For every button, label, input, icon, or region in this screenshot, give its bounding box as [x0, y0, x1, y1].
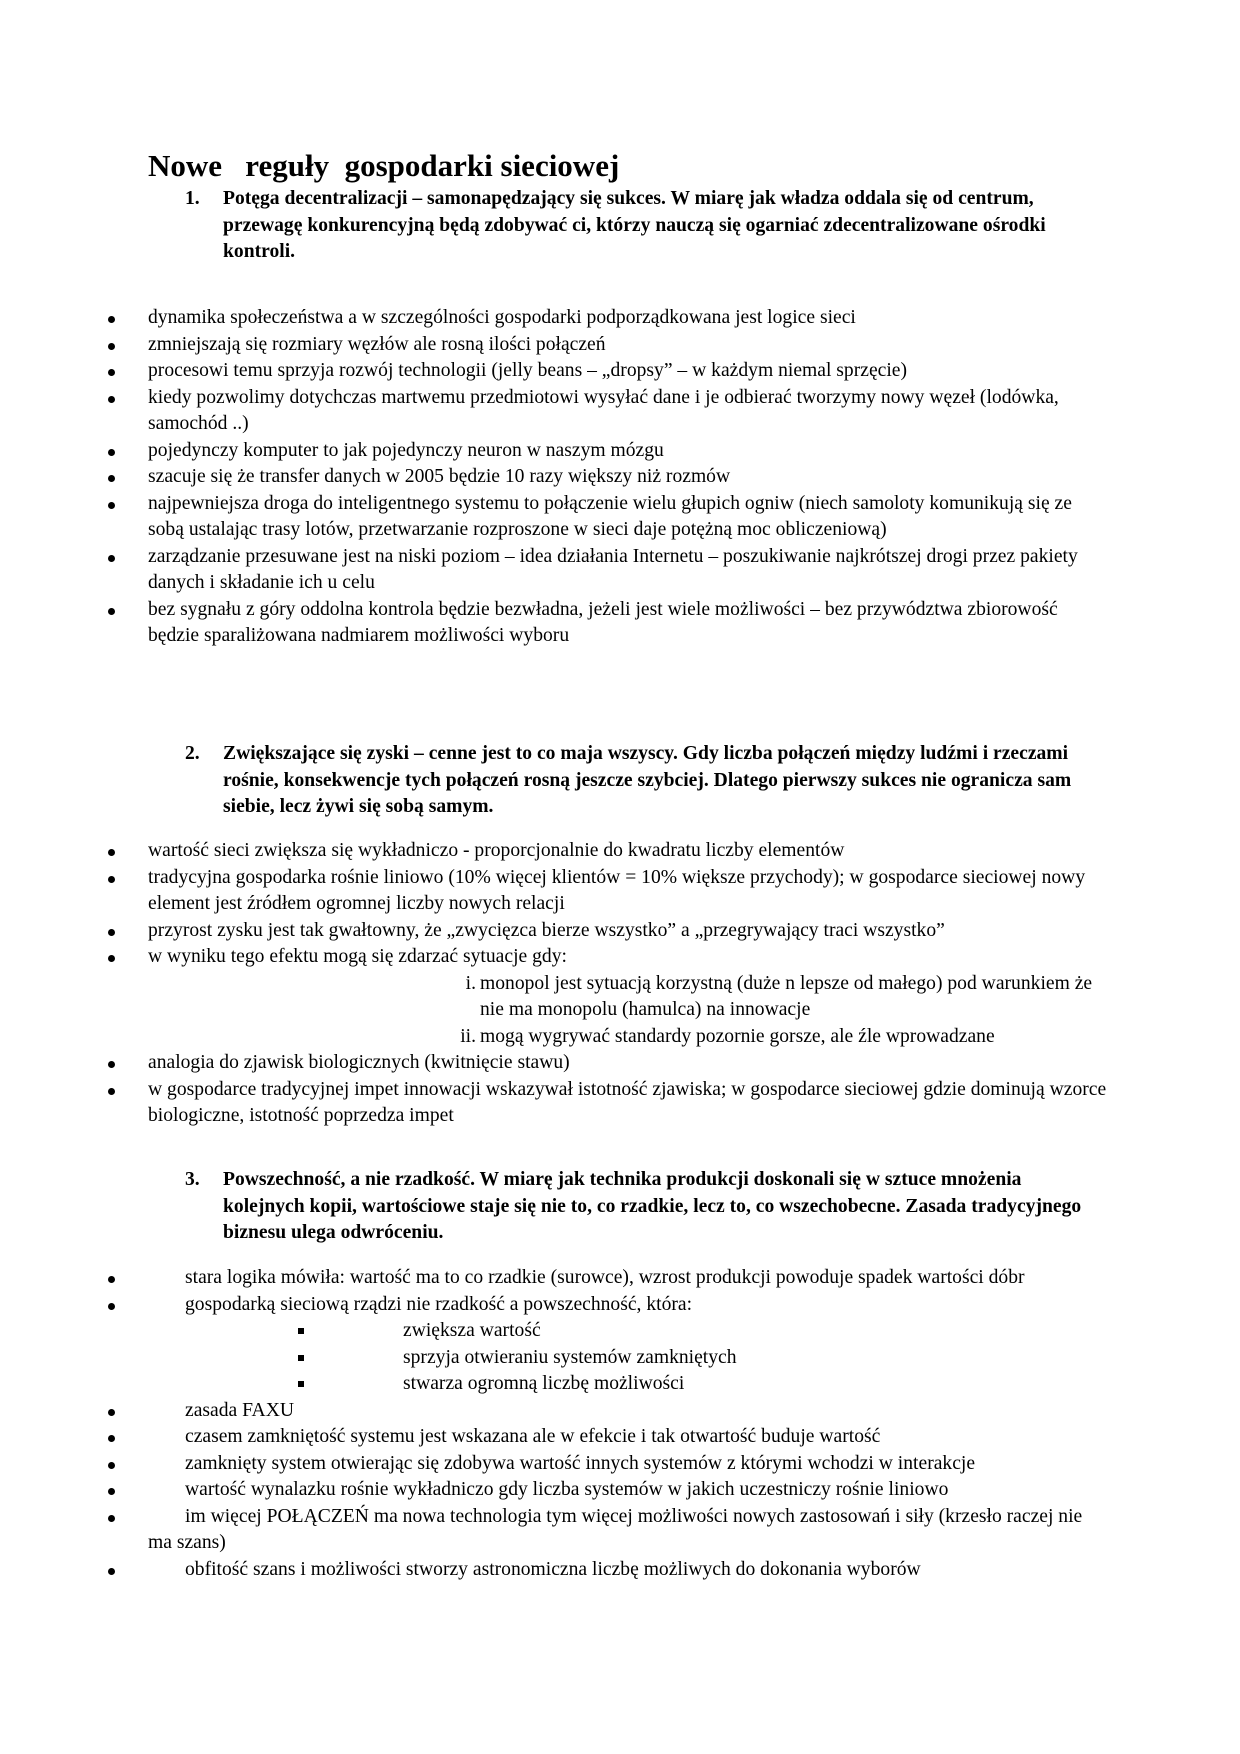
square-bullet-icon	[298, 1381, 304, 1387]
list-item: im więcej POŁĄCZEŃ ma nowa technologia tym więcej możliwości nowych zastosowań i siły (krzesło raczej nie ma szans)	[108, 1504, 1108, 1557]
list-item: wartość wynalazku rośnie wykładniczo gdy liczba systemów w jakich uczestniczy rośnie liniowo	[108, 1477, 1108, 1504]
section-1-bullets	[108, 305, 1108, 650]
list-item: wartość sieci zwiększa się wykładniczo - proporcjonalnie do kwadratu liczby elementów	[108, 838, 1108, 865]
bullet-icon	[108, 369, 115, 376]
list-item: zasada FAXU	[108, 1398, 1108, 1425]
list-item: kiedy pozwolimy dotychczas martwemu przedmiotowi wysyłać dane i je odbierać tworzymy nowy węzeł (lodówka, samochód ..)	[108, 385, 1108, 438]
list-item: bez sygnału z góry oddolna kontrola będzie bezwładna, jeżeli jest wiele możliwości – bez przywództwa zbiorowość będzie sparaliżowana nadmiarem możliwości wyboru	[108, 597, 1108, 650]
section-3-heading	[185, 1167, 1090, 1247]
bullet-icon	[108, 1435, 115, 1442]
list-item: najpewniejsza droga do inteligentnego systemu to połączenie wielu głupich ogniw (niech samoloty komunikują się ze sobą ustalając trasy lotów, przetwarzanie rozproszone w sieci daje potężną moc obliczeniową)	[108, 491, 1108, 544]
bullet-icon	[108, 396, 115, 403]
list-item: dynamika społeczeństwa a w szczególności gospodarki podporządkowana jest logice sieci	[108, 305, 1108, 332]
list-item: w gospodarce tradycyjnej impet innowacji wskazywał istotność zjawiska; w gospodarce sieciowej gdzie dominują wzorce biologiczne, istotność poprzedza impet	[108, 1077, 1108, 1130]
bullet-icon	[108, 1515, 115, 1522]
bullet-icon	[108, 343, 115, 350]
section-heading-text: Zwiększające się zyski – cenne jest to co maja wszyscy. Gdy liczba połączeń między ludźmi i rzeczami rośnie, konsekwencje tych połączeń rosną jeszcze szybciej. Dlatego pierwszy sukces nie ogranicza sam siebie, lecz żywi się sobą samym.	[223, 743, 1072, 817]
bullet-icon	[108, 449, 115, 456]
bullet-icon	[108, 1088, 115, 1095]
list-item: obfitość szans i możliwości stworzy astronomiczna liczbę możliwych do dokonania wyborów	[108, 1557, 1108, 1584]
bullet-icon	[108, 1061, 115, 1068]
list-item: zamknięty system otwierając się zdobywa wartość innych systemów z którymi wchodzi w interakcje	[108, 1451, 1108, 1478]
bullet-icon	[108, 316, 115, 323]
section-2-bullets	[108, 838, 1108, 1130]
list-item: gospodarką sieciową rządzi nie rzadkość a powszechność, która:	[108, 1292, 1108, 1319]
list-item: zarządzanie przesuwane jest na niski poziom – idea działania Internetu – poszukiwanie najkrótszej drogi przez pakiety danych i składanie ich u celu	[108, 544, 1108, 597]
bullet-icon	[108, 608, 115, 615]
bullet-icon	[108, 502, 115, 509]
square-bullet-icon	[298, 1355, 304, 1361]
section-2-heading	[185, 741, 1090, 821]
section-3-bullets	[108, 1265, 1108, 1583]
list-item: zmniejszają się rozmiary węzłów ale rosną ilości połączeń	[108, 332, 1108, 359]
list-item: przyrost zysku jest tak gwałtowny, że „zwycięzca bierze wszystko” a „przegrywający traci wszystko”	[108, 918, 1108, 945]
list-item: pojedynczy komputer to jak pojedynczy neuron w naszym mózgu	[108, 438, 1108, 465]
bullet-icon	[108, 1276, 115, 1283]
list-item: w wyniku tego efektu mogą się zdarzać sytuacje gdy:	[108, 944, 1108, 971]
sub-list-item: i. monopol jest sytuacją korzystną (duże n lepsze od małego) pod warunkiem że nie ma monopolu (hamulca) na innowacje	[465, 972, 1093, 1020]
list-item: czasem zamkniętość systemu jest wskazana ale w efekcie i tak otwartość buduje wartość	[108, 1424, 1108, 1451]
bullet-icon	[108, 929, 115, 936]
bullet-icon	[108, 876, 115, 883]
bullet-icon	[108, 1409, 115, 1416]
square-bullet-icon	[298, 1328, 304, 1334]
square-sublist	[108, 1318, 1108, 1398]
list-item: analogia do zjawisk biologicznych (kwitnięcie stawu)	[108, 1050, 1108, 1077]
list-item: stara logika mówiła: wartość ma to co rzadkie (surowce), wzrost produkcji powoduje spadek wartości dóbr	[108, 1265, 1108, 1292]
bullet-icon	[108, 555, 115, 562]
bullet-icon	[108, 475, 115, 482]
section-heading-text: Potęga decentralizacji – samonapędzający się sukces. W miarę jak władza oddala się od centrum, przewagę konkurencyjną będą zdobywać ci, którzy nauczą się ogarniać zdecentralizowane ośrodki kontroli.	[223, 188, 1046, 262]
sub-list-item: zwiększa wartość	[108, 1318, 1108, 1345]
list-item: tradycyjna gospodarka rośnie liniowo (10% więcej klientów = 10% większe przychody); w gospodarce sieciowej nowy element jest źródłem ogromnej liczby nowych relacji	[108, 865, 1108, 918]
section-number: 1.	[185, 188, 200, 209]
bullet-icon	[108, 1462, 115, 1469]
section-1-heading	[185, 186, 1090, 266]
bullet-icon	[108, 1303, 115, 1310]
bullet-icon	[108, 1488, 115, 1495]
sub-list-item: ii. mogą wygrywać standardy pozornie gorsze, ale źle wprowadzane	[460, 1025, 995, 1047]
bullet-icon	[108, 955, 115, 962]
section-number: 2.	[185, 743, 200, 764]
bullet-icon	[108, 1568, 115, 1575]
section-number: 3.	[185, 1169, 200, 1190]
sub-list-item: sprzyja otwieraniu systemów zamkniętych	[108, 1345, 1108, 1372]
list-item: procesowi temu sprzyja rozwój technologii (jelly beans – „dropsy” – w każdym niemal sprzęcie)	[108, 358, 1108, 385]
roman-sublist	[108, 971, 1108, 1051]
list-item: szacuje się że transfer danych w 2005 będzie 10 razy większy niż rozmów	[108, 464, 1108, 491]
bullet-icon	[108, 849, 115, 856]
sub-list-item: stwarza ogromną liczbę możliwości	[108, 1371, 1108, 1398]
page-title: Nowe reguły gospodarki sieciowej	[148, 148, 620, 183]
section-heading-text: Powszechność, a nie rzadkość. W miarę jak technika produkcji doskonali się w sztuce mnożenia kolejnych kopii, wartościowe staje się nie to, co rzadkie, lecz to, co wszechobecne. Zasada tradycyjnego biznesu ulega odwróceniu.	[223, 1169, 1082, 1243]
